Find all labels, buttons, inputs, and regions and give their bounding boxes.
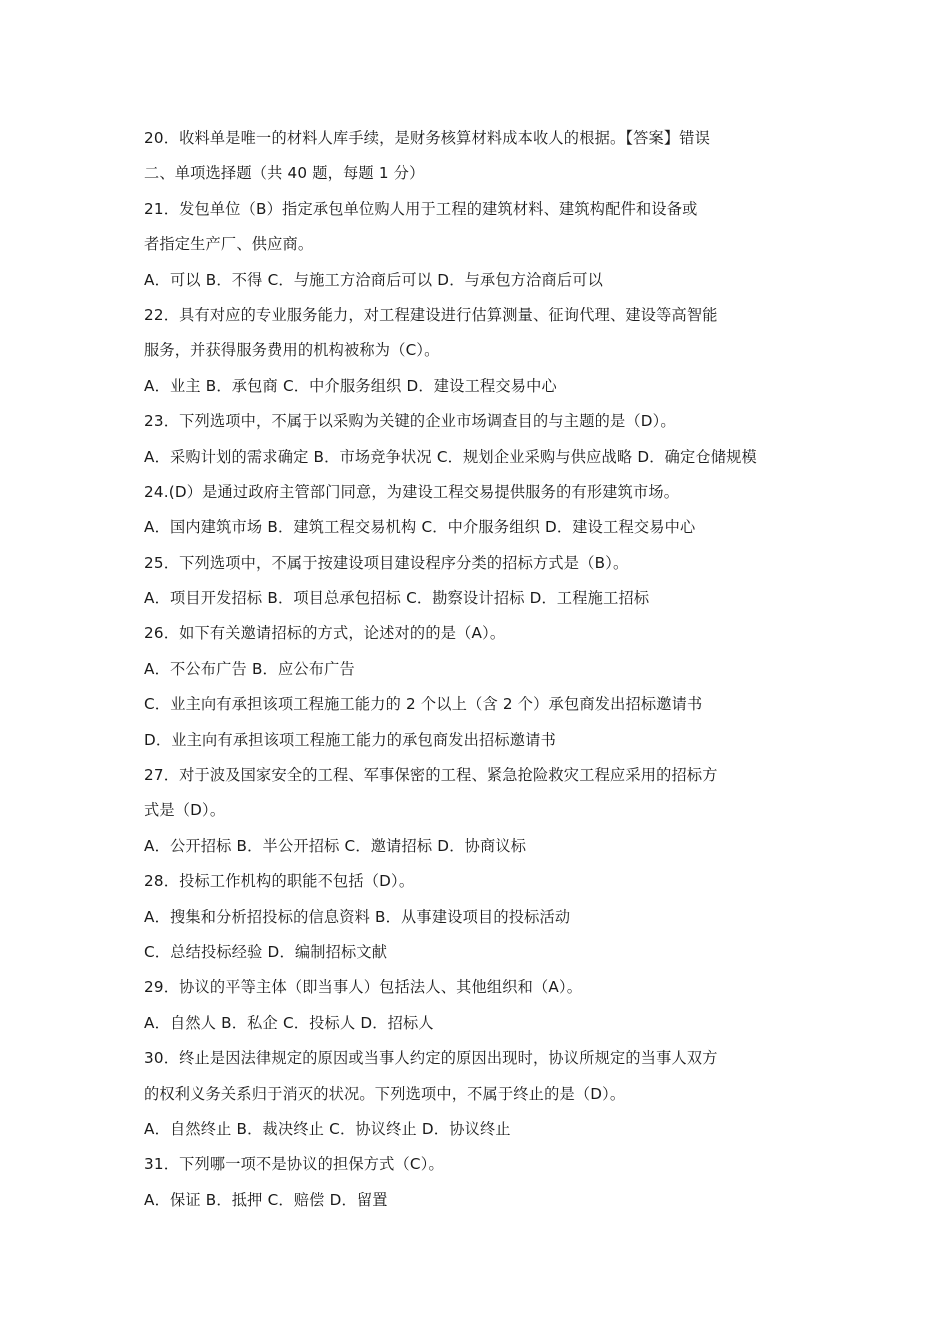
question-31: 31．下列哪一项不是协议的担保方式（C）。 — [144, 1155, 444, 1174]
question-26: 26．如下有关邀请招标的方式，论述对的的是（A）。 — [144, 624, 506, 643]
options-28: A．搜集和分析招投标的信息资料 B．从事建设项目的投标活动 — [144, 907, 571, 926]
question-29: 29．协议的平等主体（即当事人）包括法人、其他组织和（A）。 — [144, 978, 583, 997]
question-21: 21．发包单位（B）指定承包单位购人用于工程的建筑材料、建筑构配件和设备或 — [144, 199, 698, 218]
section-heading: 二、单项选择题（共 40 题，每题 1 分） — [144, 164, 425, 183]
options-21: A．可以 B．不得 C．与施工方洽商后可以 D．与承包方洽商后可以 — [144, 270, 604, 289]
text-line: 的权利义务关系归于消灭的状况。下列选项中，不属于终止的是（D）。 — [144, 1084, 626, 1103]
options-26: D．业主向有承担该项工程施工能力的承包商发出招标邀请书 — [144, 730, 556, 749]
options-29: A．自然人 B．私企 C．投标人 D．招标人 — [144, 1013, 434, 1032]
options-27: A．公开招标 B．半公开招标 C．邀请招标 D．协商议标 — [144, 836, 527, 855]
document-body — [144, 121, 824, 1218]
question-28: 28．投标工作机构的职能不包括（D）。 — [144, 872, 415, 891]
options-25: A．项目开发招标 B．项目总承包招标 C．勘察设计招标 D．工程施工招标 — [144, 589, 650, 608]
question-24: 24.(D）是通过政府主管部门同意，为建设工程交易提供服务的有形建筑市场。 — [144, 482, 680, 501]
options-26: A．不公布广告 B．应公布广告 — [144, 659, 355, 678]
text-line: 服务，并获得服务费用的机构被称为（C）。 — [144, 341, 440, 360]
options-28: C．总结投标经验 D．编制招标文献 — [144, 942, 388, 961]
question-30: 30．终止是因法律规定的原因或当事人约定的原因出现时，协议所规定的当事人双方 — [144, 1049, 718, 1068]
text-line: 式是（D）。 — [144, 801, 226, 820]
options-22: A．业主 B．承包商 C．中介服务组织 D．建设工程交易中心 — [144, 376, 557, 395]
text-line: 者指定生产厂、供应商。 — [144, 235, 314, 254]
options-23: A．采购计划的需求确定 B．市场竞争状况 C．规划企业采购与供应战略 D．确定仓储规模 — [144, 447, 757, 466]
question-23: 23．下列选项中，不属于以采购为关键的企业市场调查目的与主题的是（D）。 — [144, 412, 676, 431]
question-27: 27．对于波及国家安全的工程、军事保密的工程、紧急抢险救灾工程应采用的招标方 — [144, 766, 718, 785]
question-22: 22．具有对应的专业服务能力，对工程建设进行估算测量、征询代理、建设等高智能 — [144, 305, 718, 324]
question-25: 25．下列选项中，不属于按建设项目建设程序分类的招标方式是（B）。 — [144, 553, 629, 572]
options-26: C．业主向有承担该项工程施工能力的 2 个以上（含 2 个）承包商发出招标邀请书 — [144, 695, 703, 714]
options-24: A．国内建筑市场 B．建筑工程交易机构 C．中介服务组织 D．建设工程交易中心 — [144, 518, 696, 537]
options-31: A．保证 B．抵押 C．赔偿 D．留置 — [144, 1190, 388, 1209]
text-line: 20．收料单是唯一的材料人库手续，是财务核算材料成本收人的根据。【答案】错误 — [144, 129, 711, 147]
options-30: A．自然终止 B．裁决终止 C．协议终止 D．协议终止 — [144, 1119, 511, 1138]
